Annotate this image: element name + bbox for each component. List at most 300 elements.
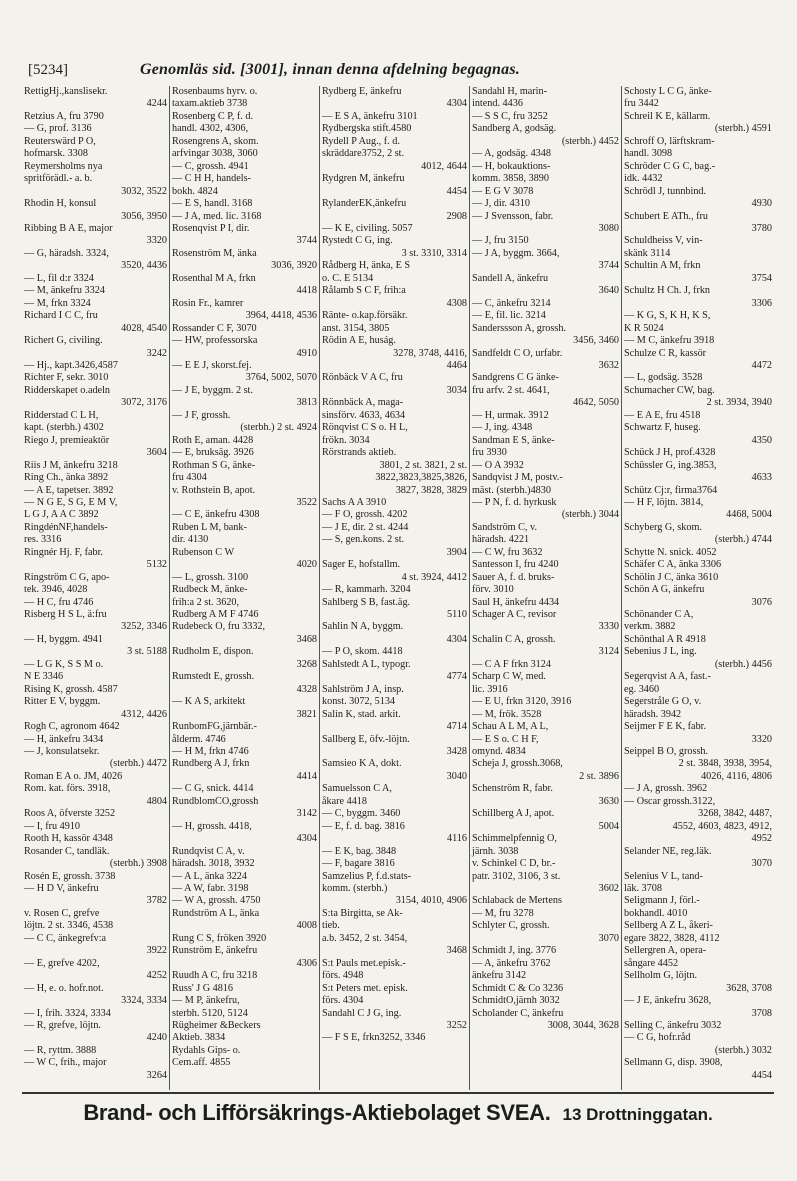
directory-line: frökn. 3034 <box>322 434 370 446</box>
directory-line: (sterbh.) 3032 <box>714 1044 772 1056</box>
directory-line: Reymersholms nya <box>24 160 103 172</box>
directory-line: — J E, dir. 2 st. 4244 <box>322 521 409 533</box>
directory-line: Sandberg A, godsäg. <box>472 123 557 135</box>
directory-line: komm. 3858, 3890 <box>472 173 549 185</box>
directory-line: — H, bokauktions- <box>472 160 551 172</box>
directory-line: — I, frih. 3324, 3334 <box>24 1007 111 1019</box>
directory-line: — E A E, fru 4518 <box>624 409 701 421</box>
directory-line: — A, änkefru 3762 <box>472 957 551 969</box>
directory-line: Rydgren M, änkefru <box>322 173 405 185</box>
directory-line: Ritter E V, byggm. <box>24 696 101 708</box>
directory-line: — S S C, fru 3252 <box>472 110 548 122</box>
directory-line: Rydbergska stift.4580 <box>322 123 412 135</box>
directory-line: 3640 <box>598 285 619 297</box>
directory-line: Schmidt J, ing. 3776 <box>472 945 557 957</box>
directory-line: Sauer A, f. d. bruks- <box>472 571 555 583</box>
directory-line: Schölin J C, änka 3610 <box>624 571 719 583</box>
directory-line: — J E, änkefru 3628, <box>624 995 712 1007</box>
directory-line: Sachs A A 3910 <box>322 496 387 508</box>
directory-line: 3278, 3748, 4416, <box>393 347 467 359</box>
directory-line: Samuelsson C A, <box>322 783 392 795</box>
directory-line: 3072, 3176 <box>121 397 167 409</box>
page-number: [5234] <box>28 62 68 78</box>
directory-line: Schytte N. snick. 4052 <box>624 546 717 558</box>
directory-line: Sebenius J L, ing. <box>624 646 697 658</box>
directory-line: 4328 <box>296 683 317 695</box>
directory-line: handl. 4302, 4306, <box>172 123 249 135</box>
directory-line: — J, fru 3150 <box>472 235 529 247</box>
directory-line: Sandqvist J M, postv.- <box>472 472 563 484</box>
directory-line: arfvingar 3038, 3060 <box>172 148 258 160</box>
directory-line: Saul H, änkefru 4434 <box>472 596 560 608</box>
directory-line: — E, fil. lic. 3214 <box>472 310 546 322</box>
directory-line: — J E, byggm. 2 st. <box>172 384 253 396</box>
directory-line: 4116 <box>447 833 467 845</box>
directory-line: 4008 <box>296 920 317 932</box>
directory-line: 3032, 3522 <box>121 185 167 197</box>
directory-line: häradsh. 3018, 3932 <box>172 858 255 870</box>
directory-line: 3632 <box>598 359 619 371</box>
directory-line: 3456, 3460 <box>573 335 619 347</box>
directory-line: — K E, civiling. 5057 <box>322 222 413 234</box>
directory-line: 3964, 4418, 4536 <box>245 310 317 322</box>
directory-line: Sallberg E, öfv.-löjtn. <box>322 733 410 745</box>
directory-line: 4252 <box>146 970 167 982</box>
directory-line: 4910 <box>296 347 317 359</box>
directory-line: — H F, löjtn. 3814, <box>624 496 704 508</box>
directory-line: — C H H, handels- <box>172 173 251 185</box>
directory-line: — R, kammarh. 3204 <box>322 584 411 596</box>
directory-line: Seligmann J, förl.- <box>624 895 700 907</box>
directory-line: Ränte- o.kap.försäkr. <box>322 310 408 322</box>
directory-line: dir. 4130 <box>172 534 209 546</box>
directory-line: 4244 <box>146 98 167 110</box>
directory-line: Sellberg A Z L, åkeri- <box>624 920 713 932</box>
directory-line: 4552, 4603, 4823, 4912, <box>672 820 772 832</box>
directory-line: åkare 4418 <box>322 795 367 807</box>
directory-line: Schultz H Ch. J, frkn <box>624 285 711 297</box>
directory-line: 4464 <box>446 359 467 371</box>
directory-line: 4633 <box>751 472 772 484</box>
directory-line: Retzius A, fru 3790 <box>24 110 104 122</box>
directory-line: — J A, grossh. 3962 <box>624 783 708 795</box>
directory-line: 3070 <box>751 858 772 870</box>
directory-line: 3320 <box>146 235 167 247</box>
directory-line: Schlyter C, grossh. <box>472 920 550 932</box>
directory-line: Sandahl H, marin- <box>472 86 547 97</box>
directory-line: 2 st. 3896 <box>579 770 619 782</box>
directory-line: 4472 <box>751 359 772 371</box>
directory-line: hofmarsk. 3308 <box>24 148 88 160</box>
directory-line: Scharp C W, med. <box>472 671 546 683</box>
directory-line: RettigHj.,kanslisekr. <box>24 86 108 97</box>
directory-line: Rooth H, kassör 4348 <box>24 833 113 845</box>
directory-line: Rudholm E, dispon. <box>172 646 254 658</box>
directory-line: RingdénNF,handels- <box>24 521 108 533</box>
directory-line: Schuldheiss V, vin- <box>624 235 703 247</box>
directory-line: intend. 4436 <box>472 98 523 110</box>
directory-line: 3040 <box>446 770 467 782</box>
directory-line: 4930 <box>751 198 772 210</box>
directory-line: 3744 <box>598 260 619 272</box>
directory-line: Schumacher CW, bag. <box>624 384 715 396</box>
directory-line: Sellmann G, disp. 3908, <box>624 1057 723 1069</box>
directory-line: Ridderstad C L H, <box>24 409 99 421</box>
insurance-company-ad: Brand- och Lifförsäkrings-Aktiebolaget SVEA. <box>83 1100 551 1125</box>
directory-line: förs. 4948 <box>322 970 364 982</box>
directory-line: Ribbing B A E, major <box>24 222 113 234</box>
directory-line: Schillberg A J, apot. <box>472 808 555 820</box>
directory-line: Richter F, sekr. 3010 <box>24 372 109 384</box>
directory-line: Rönnbäck A, maga- <box>322 397 404 409</box>
directory-line: sterbh. 5120, 5124 <box>172 1007 248 1019</box>
directory-line: 3822,3823,3825,3826, <box>375 472 467 484</box>
directory-line: Rügheimer &Beckers <box>172 1019 261 1031</box>
directory-line: Rådberg H, änka, E S <box>322 260 411 272</box>
directory-line: 5004 <box>598 820 619 832</box>
directory-line: Santesson I, fru 4240 <box>472 559 559 571</box>
directory-line: Runström E, änkefru <box>172 945 258 957</box>
directory-line: 2 st. 3934, 3940 <box>706 397 772 409</box>
directory-line: Rudebeck O, fru 3332, <box>172 621 266 633</box>
directory-line: förv. 3010 <box>472 584 514 596</box>
directory-line: — E S o. C H F, <box>472 733 539 745</box>
directory-line: 3124 <box>598 646 619 658</box>
directory-line: Schultin A M, frkn <box>624 260 701 272</box>
directory-line: — A W, fabr. 3198 <box>172 883 249 894</box>
directory-line: — F O, grossh. 4202 <box>322 509 408 521</box>
directory-line: ålderm. 4746 <box>172 733 226 745</box>
directory-line: — J, konsulatsekr. <box>24 746 100 758</box>
directory-line: — C G, hofr.råd <box>624 1032 691 1044</box>
directory-line: 3801, 2 st. 3821, 2 st. <box>379 459 467 471</box>
directory-line: — K G, S, K H, K S, <box>624 310 711 322</box>
directory-line: — G, häradsh. 3324, <box>24 247 109 259</box>
directory-line: — M, frkn 3324 <box>24 297 91 309</box>
directory-line: Rönbäck V A C, fru <box>322 372 403 384</box>
directory-line: Rålamb S C F, frih:a <box>322 285 406 297</box>
directory-line: 3306 <box>751 297 772 309</box>
directory-line: Richard I C C, fru <box>24 310 98 322</box>
directory-line: Russ' J G 4816 <box>172 982 233 994</box>
directory-line: Schulze C R, kassör <box>624 347 707 359</box>
directory-line: — H, byggm. 4941 <box>24 633 103 645</box>
directory-line: Rogh C, agronom 4642 <box>24 721 120 733</box>
directory-line: Rystedt C G, ing. <box>322 235 393 247</box>
directory-line: — P N, f. d. hyrkusk <box>472 496 557 508</box>
directory-line: 3268 <box>296 658 317 670</box>
directory-line: Samsieo K A, dokt. <box>322 758 402 770</box>
directory-line: fru 3442 <box>624 98 659 110</box>
directory-line: 3468 <box>446 945 467 957</box>
directory-line: förs. 4304 <box>322 995 364 1007</box>
directory-line: (sterbh.) 4456 <box>714 658 772 670</box>
directory-line: Sahlberg S B, fast.äg. <box>322 596 411 608</box>
directory-line: — J, ing. 4348 <box>472 422 533 434</box>
directory-line: — H D V, änkefru <box>24 883 99 894</box>
directory-line: 3821 <box>296 708 317 720</box>
directory-line: 3252 <box>446 1019 467 1031</box>
directory-line: — L G K, S S M o. <box>24 658 104 670</box>
directory-line: 4 st. 3924, 4412 <box>401 571 467 583</box>
directory-line: 3080 <box>598 222 619 234</box>
directory-line: — M, fru 3278 <box>472 907 534 919</box>
directory-line: — E S, handl. 3168 <box>172 198 253 210</box>
directory-line: Rosenqvist P I, dir. <box>172 222 250 234</box>
directory-line: 4306 <box>296 957 317 969</box>
directory-line: häradsh. 3942 <box>624 708 682 720</box>
column-3 <box>320 86 470 1090</box>
directory-line: Rundberg A J, frkn <box>172 758 250 770</box>
directory-line: — G, prof. 3136 <box>24 123 92 135</box>
directory-line: Scholander C, änkefru <box>472 1007 564 1019</box>
directory-line: S:t Peters met. episk. <box>322 982 408 994</box>
directory-line: 3036, 3920 <box>271 260 317 272</box>
directory-line: 3782 <box>146 895 167 907</box>
directory-line: Rumstedt E, grossh. <box>172 671 255 683</box>
directory-line: lic. 3916 <box>472 683 508 695</box>
directory-line: Riego J, premieaktör <box>24 434 110 446</box>
directory-line: Schubert E ATh., fru <box>624 210 709 222</box>
directory-line: Samzelius P, f.d.stats- <box>322 870 412 882</box>
directory-line: 3056, 3950 <box>121 210 167 222</box>
directory-line: 3252, 3346 <box>121 621 167 633</box>
directory-line: 4304 <box>446 633 467 645</box>
directory-line: Roman E A o. JM, 4026 <box>24 770 123 782</box>
directory-line: 3330 <box>598 621 619 633</box>
directory-line: RunbomFG,järnbär.- <box>172 721 257 733</box>
directory-line: Rönqvist C S o. H L, <box>322 422 408 434</box>
directory-line: — K A S, arkitekt <box>172 696 246 708</box>
directory-line: Schück J H, prof.4328 <box>624 447 716 459</box>
directory-line: RylanderEK,änkefru <box>322 198 407 210</box>
directory-line: Rundqvist C A, v. <box>172 845 245 857</box>
directory-line: — M C, änkefru 3918 <box>624 335 715 347</box>
directory-line: SchmidtO,järnh 3032 <box>472 995 560 1007</box>
directory-line: — E S A, änkefru 3101 <box>322 110 418 122</box>
directory-line: Rom. kat. förs. 3918, <box>24 783 111 795</box>
directory-line: — C, byggm. 3460 <box>322 808 401 820</box>
directory-line: 3630 <box>598 795 619 807</box>
directory-line: egare 3822, 3828, 4112 <box>624 932 720 944</box>
directory-line: — H M, frkn 4746 <box>172 746 249 758</box>
directory-line: Rosenberg C P, f. d. <box>172 110 254 122</box>
directory-line: — J A, byggm. 3664, <box>472 247 560 259</box>
directory-line: — C W, fru 3632 <box>472 546 543 558</box>
directory-line: — M, frök. 3528 <box>472 708 542 720</box>
directory-line: — E G V 3078 <box>472 185 534 197</box>
directory-line: (sterbh.) 4591 <box>714 123 772 135</box>
directory-line: Rydell P Aug., f. d. <box>322 135 400 147</box>
directory-line: skräddare3752, 2 st. <box>322 148 405 160</box>
column-5 <box>622 86 774 1090</box>
directory-line: — J Svensson, fabr. <box>472 210 554 222</box>
directory-line: — C, grossh. 4941 <box>172 160 249 172</box>
directory-line: 3 st. 5188 <box>127 646 167 658</box>
directory-line: Ring Ch., änka 3892 <box>24 472 109 484</box>
directory-line: N E 3346 <box>24 671 64 683</box>
directory-line: patr. 3102, 3106, 3 st. <box>472 870 561 882</box>
directory-line: frih:a 2 st. 3620, <box>172 596 240 608</box>
directory-line: S:ta Birgitta, se Ak- <box>322 907 403 919</box>
directory-line: Sandgrens C G änke- <box>472 372 559 384</box>
directory-line: Rising K, grossh. 4587 <box>24 683 118 695</box>
directory-line: Rosander C, tandläk. <box>24 845 110 857</box>
directory-line: Sanderssson A, grossh. <box>472 322 566 334</box>
directory-line: Rudberg A M F 4746 <box>172 609 259 621</box>
directory-line: Reuterswärd P O, <box>24 135 96 147</box>
directory-line: idk. 4432 <box>624 173 663 185</box>
directory-line: Schalin C A, grossh. <box>472 633 556 645</box>
column-4 <box>470 86 622 1090</box>
directory-line: — A E, tapetser. 3892 <box>24 484 114 496</box>
directory-line: — F S E, frkn3252, 3346 <box>322 1032 426 1044</box>
directory-line: — L, grossh. 3100 <box>172 571 249 583</box>
directory-line: — E, bruksäg. 3926 <box>172 447 254 459</box>
directory-line: bokhandl. 4010 <box>624 907 688 919</box>
directory-line: 4012, 4644 <box>421 160 467 172</box>
directory-line: Sandström C, v. <box>472 521 537 533</box>
directory-line: Roth E, aman. 4428 <box>172 434 254 446</box>
directory-line: Ringström C G, apo- <box>24 571 110 583</box>
directory-line: — H C, fru 4746 <box>24 596 94 608</box>
directory-line: 4020 <box>296 559 317 571</box>
directory-line: Schütz Cj:r, firma3764 <box>624 484 718 496</box>
directory-line: Schenström R, fabr. <box>472 783 553 795</box>
directory-line: Rosin Fr., kamrer <box>172 297 244 309</box>
directory-line: Risberg H S L, ä:fru <box>24 609 107 621</box>
directory-line: 4952 <box>751 833 772 845</box>
directory-line: Schön A G, änkefru <box>624 584 705 596</box>
directory-line: — W C, frih., major <box>24 1057 107 1069</box>
directory-line: 5110 <box>447 609 467 621</box>
directory-line: — A, godsäg. 4348 <box>472 148 551 160</box>
directory-line: Schosty L C G, änke- <box>624 86 712 97</box>
directory-line: Seijmer F E K, fabr. <box>624 721 707 733</box>
directory-line: 3520, 4436 <box>121 260 167 272</box>
directory-line: 3268, 3842, 4487, <box>698 808 772 820</box>
directory-line: omynd. 4834 <box>472 746 526 758</box>
directory-line: — E K, bag. 3848 <box>322 845 397 857</box>
directory-line: 4642, 5050 <box>573 397 619 409</box>
directory-line: 3142 <box>296 808 317 820</box>
directory-line: 3264 <box>146 1069 167 1081</box>
directory-line: Schäfer C A, änka 3306 <box>624 559 722 571</box>
directory-line: — H, urmak. 3912 <box>472 409 549 421</box>
directory-line: eg. 3460 <box>624 683 660 695</box>
directory-line: sinsförv. 4633, 4634 <box>322 409 406 421</box>
directory-line: Sager E, hofstallm. <box>322 559 401 571</box>
directory-line: Rosenthal M A, frkn <box>172 272 256 284</box>
directory-line: 3242 <box>146 347 167 359</box>
directory-line: — W A, grossh. 4750 <box>172 895 261 907</box>
directory-line: 4454 <box>446 185 467 197</box>
directory-line: 4468, 5004 <box>726 509 772 521</box>
directory-line: Rörstrands aktieb. <box>322 447 397 459</box>
directory-line: 4304 <box>446 98 467 110</box>
directory-line: Schröder C G C, bag.- <box>624 160 716 172</box>
insurance-company-address: 13 Drottninggatan. <box>562 1105 713 1124</box>
column-2 <box>170 86 320 1090</box>
directory-line: (sterbh.) 4744 <box>714 534 772 546</box>
directory-line: S:t Pauls met.episk.- <box>322 957 406 969</box>
directory-line: Rubenson C W <box>172 546 235 558</box>
directory-line: fru 3930 <box>472 447 507 459</box>
directory-line: — J A, med. lic. 3168 <box>172 210 262 222</box>
directory-line: 3813 <box>296 397 317 409</box>
directory-line: (sterbh.) 2 st. 4924 <box>240 422 317 434</box>
directory-line: — C A F frkn 3124 <box>472 658 551 670</box>
directory-line: Rosenbaums hyrv. o. <box>172 86 258 97</box>
directory-line: (sterbh.) 3908 <box>109 858 167 870</box>
directory-line: 3922 <box>146 945 167 957</box>
directory-line: Schüssler G, ing.3853, <box>624 459 717 471</box>
directory-line: 3602 <box>598 883 619 894</box>
directory-line: Richert G, civiling. <box>24 335 103 347</box>
directory-line: Rundström A L, änka <box>172 907 260 919</box>
directory-line: — E U, frkn 3120, 3916 <box>472 696 572 708</box>
directory-line: 3070 <box>598 932 619 944</box>
directory-line: — H, grossh. 4418, <box>172 820 252 832</box>
directory-line: Schmidt C & Co 3236 <box>472 982 564 994</box>
directory-line: res. 3316 <box>24 534 62 546</box>
directory-line: o. C. E 5134 <box>322 272 374 284</box>
usage-notice: Genomläs sid. [3001], innan denna afdelning begagnas. <box>140 61 520 78</box>
advertisement-footer <box>22 1092 774 1126</box>
directory-line: Schroff O, lärftskram- <box>624 135 715 147</box>
directory-line: — Hj., kapt.3426,4587 <box>24 359 118 371</box>
directory-line: — C G, snick. 4414 <box>172 783 254 795</box>
directory-line: (sterbh.) 4452 <box>561 135 619 147</box>
directory-line: Selling C, änkefru 3032 <box>624 1019 722 1031</box>
directory-columns <box>22 86 774 1090</box>
directory-line: 3764, 5002, 5070 <box>245 372 317 384</box>
directory-line: — L, fil d:r 3324 <box>24 272 94 284</box>
directory-line: 5132 <box>146 559 167 571</box>
directory-line: 3154, 4010, 4906 <box>395 895 467 907</box>
directory-line: 3 st. 3310, 3314 <box>401 247 467 259</box>
directory-line: — E E J, skorst.fej. <box>172 359 252 371</box>
directory-line: Rothman S G, änke- <box>172 459 256 471</box>
directory-line: — Oscar grossh.3122, <box>624 795 716 807</box>
directory-line: 3744 <box>296 235 317 247</box>
directory-line: Salin K, stad. arkit. <box>322 708 401 720</box>
directory-line: — R, grefve, löjtn. <box>24 1019 101 1031</box>
directory-line: — J F, grossh. <box>172 409 231 421</box>
directory-line: Riis J M, änkefru 3218 <box>24 459 118 471</box>
directory-line: — C C, änkegrefv:a <box>24 932 107 944</box>
directory-line: Rydahls Gips- o. <box>172 1044 241 1056</box>
directory-line: Rydberg E, änkefru <box>322 86 402 97</box>
directory-line: Ruben L M, bank- <box>172 521 247 533</box>
directory-line: Schönander C A, <box>624 609 694 621</box>
directory-line: Seippel B O, grossh. <box>624 746 709 758</box>
directory-line: Rosén E, grossh. 3738 <box>24 870 116 882</box>
directory-line: Scheja J, grossh.3068, <box>472 758 563 770</box>
directory-line: — E, grefve 4202, <box>24 957 100 969</box>
directory-line: 3522 <box>296 496 317 508</box>
directory-line: — M P, änkefru, <box>172 995 240 1007</box>
directory-line: Roos A, öfverste 3252 <box>24 808 116 820</box>
directory-line: 4240 <box>146 1032 167 1044</box>
directory-line: Schimmelpfennig O, <box>472 833 557 845</box>
directory-line: 3604 <box>146 447 167 459</box>
directory-line: Rödin A E, huság. <box>322 335 396 347</box>
directory-line: 4714 <box>446 721 467 733</box>
directory-line: Ridderskapet o.adeln <box>24 384 111 396</box>
directory-line: spritförädl.- a. b. <box>24 173 93 185</box>
directory-line: komm. (sterbh.) <box>322 883 388 894</box>
